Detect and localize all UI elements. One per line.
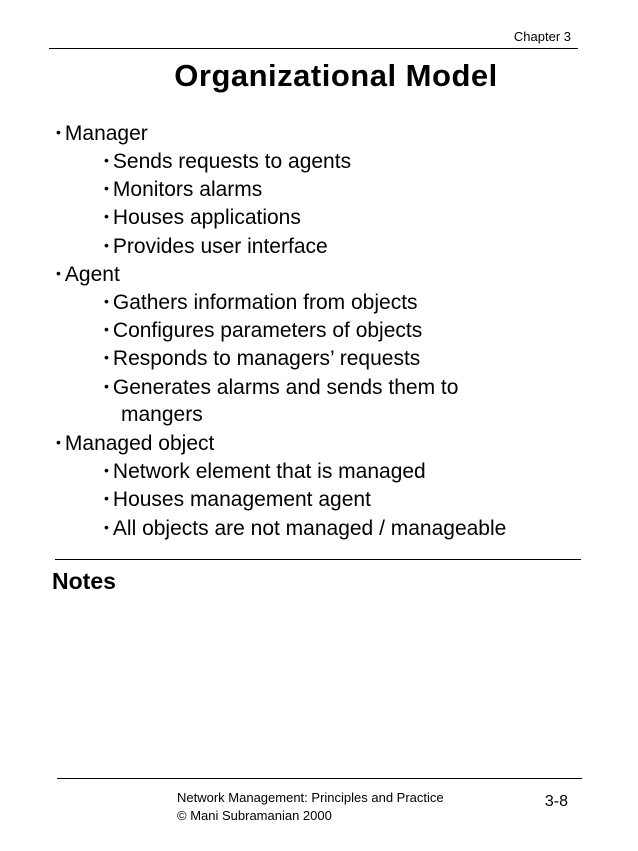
bullet-icon: • <box>104 237 109 253</box>
outline-subitem <box>104 459 426 486</box>
outline-subitem <box>104 149 351 176</box>
outline-subitem-continuation: mangers <box>121 403 203 426</box>
outline-subitem-label: Sends requests to agents <box>112 150 352 173</box>
top-divider <box>49 48 578 49</box>
notes-divider <box>55 559 581 560</box>
outline-item-label: Manager <box>64 122 148 145</box>
outline-subitem-label: Provides user interface <box>112 235 328 258</box>
outline-subitem <box>104 318 422 345</box>
outline-subitem-label: Houses applications <box>112 206 301 229</box>
outline-subitem <box>104 290 418 317</box>
outline-subitem <box>104 516 506 543</box>
footer-divider <box>57 778 582 779</box>
outline-subitem-label: Generates alarms and sends them to <box>112 376 459 399</box>
bullet-icon: • <box>56 265 61 281</box>
bullet-icon: • <box>56 434 61 450</box>
outline-item-label: Agent <box>64 263 120 286</box>
bullet-icon: • <box>104 293 109 309</box>
bullet-icon: • <box>104 321 109 337</box>
outline-item-label: Managed object <box>64 432 215 455</box>
outline-item-manager <box>56 121 148 148</box>
outline-subitem-label: All objects are not managed / manageable <box>112 517 507 540</box>
bullet-icon: • <box>104 208 109 224</box>
outline-item-agent <box>56 262 120 289</box>
outline-subitem <box>104 205 301 232</box>
outline-subitem-label: Gathers information from objects <box>112 291 418 314</box>
outline-subitem-label: Network element that is managed <box>112 460 426 483</box>
bullet-icon: • <box>104 180 109 196</box>
bullet-icon: • <box>104 349 109 365</box>
bullet-icon: • <box>56 124 61 140</box>
outline-subitem <box>104 234 328 261</box>
footer-copyright: © Mani Subramanian 2000 <box>177 808 332 823</box>
chapter-label: Chapter 3 <box>513 29 571 44</box>
slide-title: Organizational Model <box>174 58 498 93</box>
outline-item-managed-object <box>56 431 214 458</box>
bullet-icon: • <box>104 519 109 535</box>
outline-subitem <box>104 487 371 514</box>
outline-subitem <box>104 346 420 373</box>
footer <box>177 789 444 825</box>
outline-subitem <box>104 375 458 402</box>
outline-subitem-label: Houses management agent <box>112 488 371 511</box>
bullet-icon: • <box>104 462 109 478</box>
footer-book-title: Network Management: Principles and Practice <box>177 790 444 805</box>
outline-subitem-label: Monitors alarms <box>112 178 263 201</box>
outline-subitem <box>104 177 262 204</box>
page-number: 3-8 <box>544 793 568 810</box>
bullet-icon: • <box>104 490 109 506</box>
notes-heading: Notes <box>52 568 116 594</box>
bullet-icon: • <box>104 378 109 394</box>
outline-subitem-label: Configures parameters of objects <box>112 319 423 342</box>
outline-subitem-label: Responds to managers’ requests <box>112 347 421 370</box>
bullet-icon: • <box>104 152 109 168</box>
